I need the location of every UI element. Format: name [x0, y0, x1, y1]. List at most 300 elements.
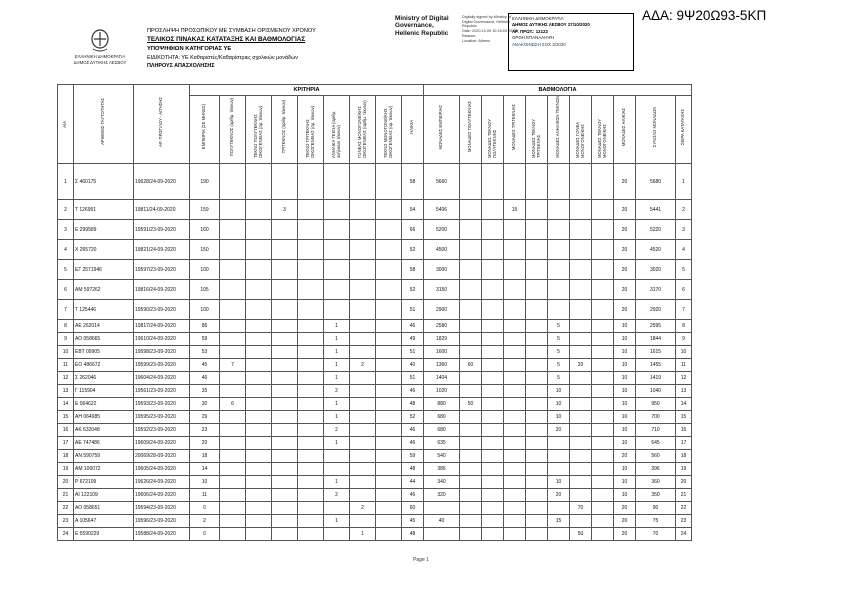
- table-cell: 1: [324, 372, 350, 385]
- table-cell: [504, 320, 526, 333]
- table-cell: ΕΒΤ 09905: [74, 346, 134, 359]
- table-cell: 3000: [424, 260, 460, 280]
- table-cell: [246, 260, 272, 280]
- table-cell: [460, 502, 482, 515]
- table-cell: 15: [504, 200, 526, 220]
- column-header: ΜΟΝΑΔΕΣ ΠΟΛΥΤΕΚΝΙΑΣ: [460, 96, 482, 164]
- table-cell: [220, 164, 246, 200]
- table-cell: [460, 528, 482, 541]
- table-cell: [526, 280, 548, 300]
- table-cell: [350, 220, 376, 240]
- table-cell: [504, 385, 526, 398]
- table-cell: [272, 320, 298, 333]
- table-cell: [220, 260, 246, 280]
- column-header: ΜΟΝΑΔΕΣ ΤΕΚΝΟΥ ΠΟΛΥΤΕΚΝΗΣ: [482, 96, 504, 164]
- table-cell: 19811/24-09-2020: [134, 200, 190, 220]
- title-line-2: ΤΕΛΙΚΟΣ ΠΙΝΑΚΑΣ ΚΑΤΑΤΑΞΗΣ ΚΑΙ ΒΑΘΜΟΛΟΓΙΑΣ: [147, 36, 306, 44]
- table-cell: [246, 346, 272, 359]
- table-cell: 23: [58, 515, 74, 528]
- table-cell: 19817/24-09-2020: [134, 320, 190, 333]
- table-cell: [246, 528, 272, 541]
- table-cell: ΑΚ 632048: [74, 424, 134, 437]
- table-cell: 950: [636, 398, 676, 411]
- table-cell: [570, 411, 592, 424]
- table-cell: [220, 515, 246, 528]
- column-header: ΤΡΙΤΕΚΝΟΣ (αριθμ. τέκνων): [272, 96, 298, 164]
- table-cell: [592, 437, 614, 450]
- table-cell: [460, 346, 482, 359]
- table-cell: [482, 515, 504, 528]
- table-cell: [246, 515, 272, 528]
- table-cell: [272, 280, 298, 300]
- table-cell: [246, 280, 272, 300]
- table-cell: [482, 164, 504, 200]
- table-cell: 680: [424, 424, 460, 437]
- table-cell: [220, 463, 246, 476]
- table-cell: Ρ 672109: [74, 476, 134, 489]
- table-cell: [298, 411, 324, 424]
- table-cell: [482, 476, 504, 489]
- table-cell: [592, 489, 614, 502]
- table-cell: 11: [58, 359, 74, 372]
- text-line: ΑΝΑΚΟΙΝΩΣΗ ΣΟΧ 3/2020: [512, 41, 566, 47]
- table-cell: [350, 200, 376, 220]
- table-cell: 45: [402, 515, 424, 528]
- table-cell: 10: [190, 476, 220, 489]
- table-cell: [526, 333, 548, 346]
- table-cell: 19594/23-09-2020: [134, 502, 190, 515]
- table-cell: [460, 463, 482, 476]
- table-cell: 9: [58, 333, 74, 346]
- table-cell: 40: [424, 515, 460, 528]
- table-cell: 51: [402, 346, 424, 359]
- table-cell: Τ 126951: [74, 200, 134, 220]
- table-cell: [526, 398, 548, 411]
- column-header: ΠΟΛΥΤΕΚΝΟΣ (αριθμ. τέκνων): [220, 96, 246, 164]
- table-cell: [272, 489, 298, 502]
- table-cell: [298, 359, 324, 372]
- table-cell: [350, 463, 376, 476]
- table-cell: 1: [350, 528, 376, 541]
- ministry-digital-signature-stamp: [395, 15, 523, 43]
- table-cell: [504, 220, 526, 240]
- table-cell: [246, 320, 272, 333]
- table-cell: [482, 200, 504, 220]
- table-cell: [350, 240, 376, 260]
- table-cell: 58: [402, 164, 424, 200]
- table-cell: ΕΟ 486672: [74, 359, 134, 372]
- table-cell: [376, 411, 402, 424]
- table-cell: [570, 515, 592, 528]
- table-cell: [592, 424, 614, 437]
- text-line: Reason:: [462, 33, 477, 38]
- table-cell: 5: [548, 372, 570, 385]
- table-cell: 0: [190, 502, 220, 515]
- table-cell: [272, 220, 298, 240]
- table-cell: 60: [402, 502, 424, 515]
- table-cell: 75: [636, 515, 676, 528]
- table-row: [58, 489, 692, 502]
- table-cell: [298, 502, 324, 515]
- table-cell: [592, 333, 614, 346]
- table-cell: 19588/24-09-2020: [134, 528, 190, 541]
- table-cell: [350, 385, 376, 398]
- table-cell: [570, 333, 592, 346]
- table-row: [58, 515, 692, 528]
- table-cell: 21: [676, 489, 692, 502]
- table-cell: [272, 515, 298, 528]
- table-row: [58, 200, 692, 220]
- table-cell: 20: [190, 437, 220, 450]
- table-cell: [482, 385, 504, 398]
- table-cell: [504, 260, 526, 280]
- table-row: [58, 346, 692, 359]
- table-cell: [504, 463, 526, 476]
- table-cell: 19606/24-09-2020: [134, 489, 190, 502]
- table-cell: [424, 528, 460, 541]
- table-cell: 8: [676, 320, 692, 333]
- table-cell: [526, 502, 548, 515]
- table-cell: [482, 463, 504, 476]
- table-cell: 10: [614, 437, 636, 450]
- table-cell: [592, 502, 614, 515]
- table-cell: 2580: [424, 320, 460, 333]
- table-cell: [482, 398, 504, 411]
- table-cell: [298, 489, 324, 502]
- table-cell: [376, 476, 402, 489]
- table-cell: [272, 528, 298, 541]
- table-cell: 1600: [424, 346, 460, 359]
- table-cell: ΑΙ 122109: [74, 489, 134, 502]
- table-cell: [272, 260, 298, 280]
- table-cell: [272, 424, 298, 437]
- table-cell: 70: [570, 502, 592, 515]
- column-header: ΤΕΚΝΟ ΠΟΛΥΤΕΚΝΗΣ ΟΙΚΟΓΕΝΕΙΑΣ (αρ. τέκνων): [246, 96, 272, 164]
- table-cell: 6: [220, 398, 246, 411]
- table-cell: [298, 333, 324, 346]
- table-cell: 20: [614, 260, 636, 280]
- table-cell: [220, 528, 246, 541]
- table-cell: [460, 489, 482, 502]
- table-cell: 5680: [636, 164, 676, 200]
- table-cell: 35: [190, 385, 220, 398]
- table-row: [58, 385, 692, 398]
- table-cell: [570, 240, 592, 260]
- table-cell: [246, 240, 272, 260]
- table-cell: 700: [636, 411, 676, 424]
- table-cell: [592, 372, 614, 385]
- table-cell: [246, 333, 272, 346]
- table-cell: [592, 463, 614, 476]
- text-line: ΕΛΛΗΝΙΚΗ ΔΗΜΟΚΡΑΤΙΑ: [512, 16, 564, 21]
- table-cell: 10: [548, 385, 570, 398]
- table-cell: [376, 502, 402, 515]
- table-cell: 159: [190, 200, 220, 220]
- table-cell: 18: [190, 450, 220, 463]
- column-header: ΜΟΝΑΔΕΣ ΤΕΚΝΟΥ ΤΡΙΤΕΚΝΗΣ: [526, 96, 548, 164]
- table-cell: [570, 164, 592, 200]
- table-cell: 635: [424, 437, 460, 450]
- table-cell: 1: [324, 437, 350, 450]
- table-cell: [482, 372, 504, 385]
- table-cell: 19593/23-09-2020: [134, 398, 190, 411]
- table-cell: 2: [350, 502, 376, 515]
- table-cell: [592, 528, 614, 541]
- table-cell: [220, 333, 246, 346]
- table-cell: [272, 164, 298, 200]
- table-cell: [482, 528, 504, 541]
- column-header: ΣΥΝΟΛΟ ΜΟΝΑΔΩΝ: [636, 96, 676, 164]
- table-cell: 105: [190, 280, 220, 300]
- table-cell: [570, 200, 592, 220]
- table-cell: [376, 385, 402, 398]
- table-cell: ΑΗ 064985: [74, 411, 134, 424]
- table-cell: [570, 450, 592, 463]
- table-cell: 53: [190, 346, 220, 359]
- table-cell: [220, 411, 246, 424]
- table-cell: [298, 280, 324, 300]
- table-row: [58, 333, 692, 346]
- table-cell: 70: [636, 528, 676, 541]
- table-cell: [376, 220, 402, 240]
- table-cell: [526, 200, 548, 220]
- table-cell: [324, 240, 350, 260]
- table-cell: [324, 280, 350, 300]
- table-row: [58, 240, 692, 260]
- table-cell: 20: [614, 280, 636, 300]
- table-cell: [526, 424, 548, 437]
- table-cell: [424, 502, 460, 515]
- table-cell: 86: [190, 320, 220, 333]
- table-cell: [220, 424, 246, 437]
- table-cell: 66: [402, 220, 424, 240]
- table-cell: 1455: [636, 359, 676, 372]
- table-cell: [548, 437, 570, 450]
- table-cell: 20: [614, 200, 636, 220]
- column-header: ΤΕΚΝΟ ΤΡΙΤΕΚΝΗΣ ΟΙΚΟΓΕΝΕΙΑΣ (αρ. τέκνων): [298, 96, 324, 164]
- table-cell: 0: [190, 528, 220, 541]
- table-cell: [272, 333, 298, 346]
- table-cell: [570, 437, 592, 450]
- table-cell: [298, 164, 324, 200]
- table-cell: [298, 300, 324, 320]
- table-cell: 4: [58, 240, 74, 260]
- table-cell: [570, 385, 592, 398]
- table-cell: 20: [58, 476, 74, 489]
- column-header: ΑΝΗΛΙΚΑ ΤΕΚΝΑ (αριθμ. ανήλικων τέκνων): [324, 96, 350, 164]
- table-cell: 2: [676, 200, 692, 220]
- table-cell: 1: [324, 515, 350, 528]
- table-cell: 20: [548, 489, 570, 502]
- table-cell: [526, 320, 548, 333]
- table-cell: [504, 437, 526, 450]
- table-cell: [592, 280, 614, 300]
- table-cell: 2: [350, 359, 376, 372]
- table-cell: 46: [190, 372, 220, 385]
- table-cell: [376, 437, 402, 450]
- table-cell: [592, 346, 614, 359]
- table-cell: 19816/24-09-2020: [134, 280, 190, 300]
- table-cell: 10: [614, 463, 636, 476]
- table-cell: 1: [324, 320, 350, 333]
- table-cell: 59: [402, 450, 424, 463]
- table-cell: 18: [676, 450, 692, 463]
- table-cell: 54: [402, 200, 424, 220]
- table-cell: 1829: [424, 333, 460, 346]
- table-cell: [298, 200, 324, 220]
- table-cell: 46: [402, 385, 424, 398]
- table-cell: [246, 372, 272, 385]
- table-cell: [570, 424, 592, 437]
- column-header: ΜΟΝΑΔΕΣ ΕΜΠΕΙΡΙΑΣ: [424, 96, 460, 164]
- table-cell: 10: [614, 398, 636, 411]
- table-cell: 190: [190, 164, 220, 200]
- table-cell: Σ 262046: [74, 372, 134, 385]
- table-cell: ΑΝ 590759: [74, 450, 134, 463]
- table-cell: [246, 220, 272, 240]
- table-cell: 2: [324, 424, 350, 437]
- table-row: [58, 372, 692, 385]
- table-cell: 2595: [636, 320, 676, 333]
- table-cell: 19604/24-09-2020: [134, 372, 190, 385]
- column-header: ΜΟΝΑΔΕΣ ΤΕΚΝΟΥ ΜΟΝΟΓΟΝΕΪΚΗΣ: [592, 96, 614, 164]
- table-cell: 880: [424, 398, 460, 411]
- table-cell: 320: [424, 489, 460, 502]
- table-cell: [526, 450, 548, 463]
- table-cell: 4520: [636, 240, 676, 260]
- table-cell: [298, 320, 324, 333]
- table-cell: 1: [324, 346, 350, 359]
- table-cell: 5: [548, 333, 570, 346]
- table-cell: 51: [402, 300, 424, 320]
- table-cell: [482, 346, 504, 359]
- table-cell: 2: [324, 489, 350, 502]
- ada-code: ΑΔΑ: 9Ψ20Ω93-5ΚΠ: [642, 8, 767, 23]
- table-cell: [504, 489, 526, 502]
- table-row: [58, 463, 692, 476]
- table-cell: 5: [548, 346, 570, 359]
- table-cell: 44: [402, 476, 424, 489]
- table-cell: 14: [190, 463, 220, 476]
- table-cell: [324, 463, 350, 476]
- table-cell: [504, 502, 526, 515]
- table-cell: 45: [190, 359, 220, 372]
- table-cell: [350, 333, 376, 346]
- table-cell: [350, 424, 376, 437]
- table-cell: [220, 346, 246, 359]
- table-cell: 22: [676, 502, 692, 515]
- table-cell: Ε 299589: [74, 220, 134, 240]
- table-cell: [376, 200, 402, 220]
- table-cell: 48: [402, 398, 424, 411]
- table-cell: 1: [324, 476, 350, 489]
- table-cell: 20: [548, 424, 570, 437]
- table-cell: [324, 300, 350, 320]
- criteria-band-header: ΚΡΙΤΗΡΙΑ: [190, 85, 424, 96]
- table-cell: 5: [548, 320, 570, 333]
- table-cell: Γ 115904: [74, 385, 134, 398]
- table-row: [58, 424, 692, 437]
- table-cell: [246, 411, 272, 424]
- table-cell: [592, 300, 614, 320]
- table-cell: [376, 398, 402, 411]
- table-cell: 560: [636, 450, 676, 463]
- table-cell: 16: [676, 424, 692, 437]
- table-cell: [220, 476, 246, 489]
- table-cell: [272, 437, 298, 450]
- table-cell: 19599/23-09-2020: [134, 359, 190, 372]
- table-cell: 58: [402, 260, 424, 280]
- table-row: [58, 502, 692, 515]
- table-cell: [298, 372, 324, 385]
- table-cell: [592, 385, 614, 398]
- table-cell: 1: [324, 411, 350, 424]
- table-cell: [526, 240, 548, 260]
- text-line: Date: 2020.10.09 10:16:03 EEST: [462, 29, 518, 34]
- table-cell: 20: [614, 240, 636, 260]
- table-cell: ΑΟ 058665: [74, 333, 134, 346]
- table-cell: [350, 437, 376, 450]
- text-line: Location: Athens: [462, 38, 491, 43]
- table-cell: [482, 411, 504, 424]
- table-cell: [592, 450, 614, 463]
- protocol-stamp-box: [508, 13, 634, 71]
- table-cell: [482, 333, 504, 346]
- table-cell: 19596/23-09-2020: [134, 515, 190, 528]
- table-cell: [350, 450, 376, 463]
- table-cell: [460, 164, 482, 200]
- table-cell: 10: [58, 346, 74, 359]
- table-cell: 19595/23-09-2020: [134, 411, 190, 424]
- table-cell: [246, 300, 272, 320]
- table-cell: [324, 450, 350, 463]
- ranking-table-wrapper: [57, 84, 692, 541]
- table-cell: [504, 450, 526, 463]
- title-line-5: ΠΛΗΡΟΥΣ ΑΠΑΣΧΟΛΗΣΗΣ: [147, 62, 215, 69]
- table-cell: [570, 398, 592, 411]
- table-cell: ΑΜ 100072: [74, 463, 134, 476]
- table-cell: 9: [676, 333, 692, 346]
- table-cell: [460, 411, 482, 424]
- table-row: [58, 280, 692, 300]
- table-cell: 20: [614, 450, 636, 463]
- table-cell: 360: [636, 476, 676, 489]
- table-cell: 10: [614, 424, 636, 437]
- table-cell: 19609/24-09-2020: [134, 437, 190, 450]
- table-cell: ΑΕ 747486: [74, 437, 134, 450]
- table-cell: [376, 333, 402, 346]
- table-cell: [460, 280, 482, 300]
- column-header: ΓΟΝΕΑΣ ΜΟΝΟΓΟΝΕΪΚΗΣ ΟΙΚΟΓΕΝΕΙΑΣ (αριθμ. τέκνων): [350, 96, 376, 164]
- table-cell: [460, 437, 482, 450]
- table-cell: 1: [676, 164, 692, 200]
- table-cell: 19821/24-09-2020: [134, 240, 190, 260]
- table-cell: 11: [676, 359, 692, 372]
- table-cell: [376, 463, 402, 476]
- text-line: ΔΗΜΟΣ ΔΥΤΙΚΗΣ ΛΕΣΒΟΥ 27/10/2020: [512, 22, 590, 28]
- table-cell: [298, 385, 324, 398]
- table-cell: [220, 385, 246, 398]
- table-cell: [220, 200, 246, 220]
- table-cell: [592, 411, 614, 424]
- table-cell: [592, 260, 614, 280]
- table-cell: [298, 240, 324, 260]
- table-cell: 5220: [636, 220, 676, 240]
- table-cell: [298, 476, 324, 489]
- table-cell: [570, 489, 592, 502]
- table-cell: [570, 463, 592, 476]
- table-cell: 19597/23-09-2020: [134, 260, 190, 280]
